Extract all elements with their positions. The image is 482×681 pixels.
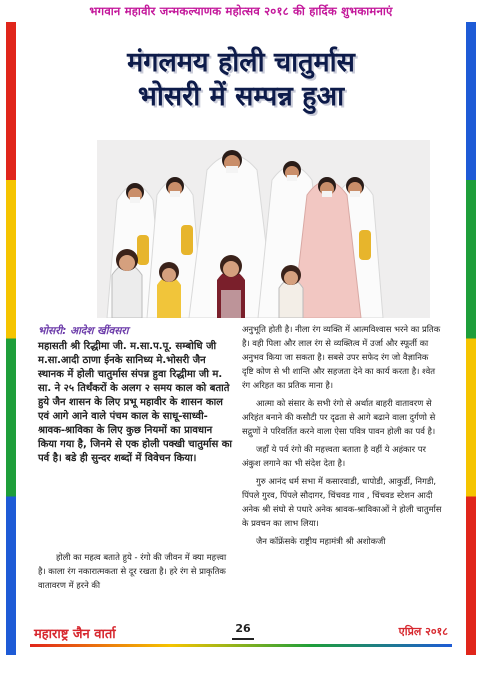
headline-line-1: मंगलमय होली चातुर्मास	[127, 47, 355, 78]
left-color-rail	[6, 22, 16, 655]
footer-divider	[30, 644, 452, 647]
page-number: 26	[232, 622, 254, 640]
article-right-column	[242, 322, 442, 552]
byline: भोसरी: आदेश खींवसरा	[38, 325, 129, 337]
group-photo-illustration	[97, 140, 430, 318]
article-paragraph-2: होली का महत्व बताते हुये - रंगो की जीवन में क्या महत्त्वा है। काला रंग नकारात्मकता से दूर रखता है। हरे रंग से प्राकृतिक वातावरण में हरने की	[38, 552, 227, 590]
top-banner: भगवान महावीर जन्मकल्याणक महोत्सव २०१८ की हार्दिक शुभकामनाएं	[89, 4, 393, 18]
publication-name: महाराष्ट्र जैन वार्ता	[34, 627, 116, 642]
right-color-rail	[466, 22, 476, 655]
group-photo	[97, 140, 430, 318]
right-paragraph-2: आत्मा को संसार के सभी रंगो से अर्थात बाहरी वातावरण से अरिहंत बनाने की कसौटी पर दृढता से आगे बढाने वाला दुर्गणो से सद्गुणों ने परिवर्तित करने वाला ऐसा पवित्र पावन होली का पर्व है।	[242, 398, 436, 436]
right-paragraph-3: जहाँ ये पर्व रंगो की महत्त्वता बताता है वहीं ये अहंकार पर अंकुश लगाने का भी संदेश देता है।	[242, 444, 426, 468]
article-lead	[38, 340, 233, 466]
right-paragraph-4: गुरु आनंद धर्म सभा में कसारवाडी, धापोडी, आकुर्डी, निगडी, पिंपले गुरव, पिंपले सौदागर, चिंचवड गाव , चिंचवड स्टेशन आदी अनेक श्री संघो से पधारे अनेक श्रावक-श्राविकाओं ने होली चातुर्मास के प्रवचन का लाभ लिया।	[242, 476, 442, 528]
issue-date: एप्रिल २०१८	[398, 625, 448, 638]
right-paragraph-1: अनुभूति होती है। नीला रंग व्यक्ति में आत्मविश्वास भरने का प्रतिक है। वही पिला और लाल रंग से व्यक्तित्व में उर्जा और स्फूर्ती का अनुभव किया जा सकता है। सबसे उपर सफेद रंग जो वैज्ञानिक दृष्टि कोण से भी शान्ति और सहजता देने का कार्य करता है। श्वेत रंग अरिहत का प्रतिक माना है।	[242, 324, 441, 390]
right-paragraph-5: जैन कॉफ्रेंसके राष्ट्रीय महामंत्री श्री अशोकजी	[256, 536, 386, 546]
lead-paragraph: महासती श्री रिद्धीमा जी. म.सा.प.पू. सम्बोधि जी म.सा.आदी ठाणा ईनके सानिध्य मे.भोसरी जैन स्थानक में होली चातुर्मास संपन्न हुवा रिद्धीमा जी म. सा. ने २५ तिर्थंकरों के अलग २ समय काल को बताते हुये जैन शासन के लिए प्रभू महावीर के शासन काल एवं आगे आने वाले पंचम काल के साधू-साध्वी-श्रावक-श्राविका के लिए कुछ नियमों का प्रावधान किया गया है, जिनमे से एक होली पक्खी चातुर्मास का पर्व है। बडे ही सुन्दर शब्दों में विवेचन किया।	[38, 341, 232, 464]
headline-line-2: भोसरी में सम्पन्न हुआ	[137, 81, 345, 112]
headline	[40, 46, 442, 114]
